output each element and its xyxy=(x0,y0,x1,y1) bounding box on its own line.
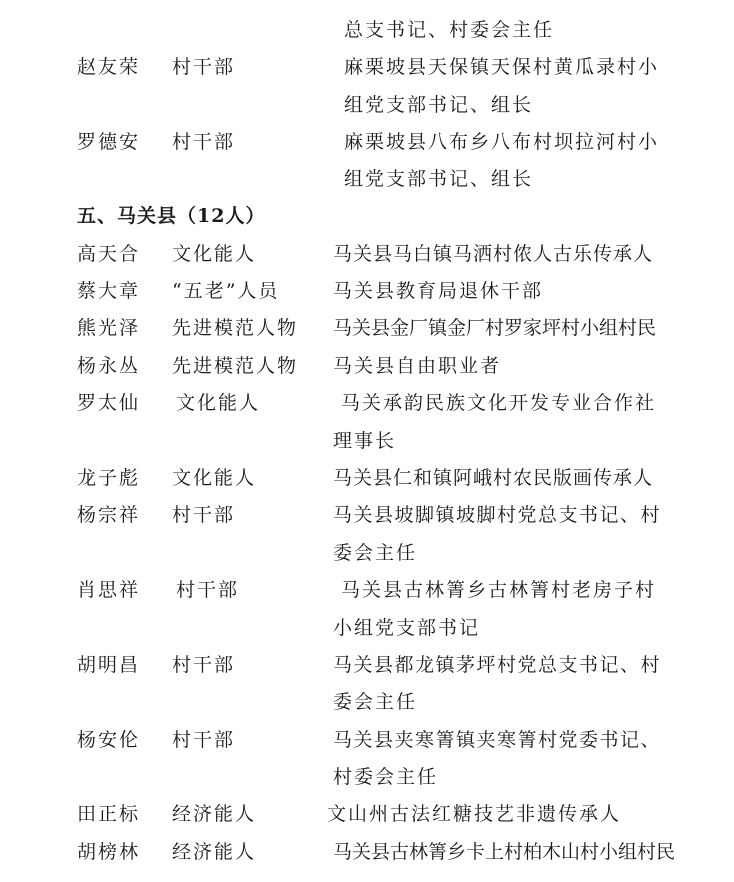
row-category: 先进模范人物 xyxy=(172,355,299,377)
row-category: 经济能人 xyxy=(172,803,257,825)
prev-row-category: 村干部 xyxy=(172,56,236,78)
row-desc-line: 委会主任 xyxy=(333,691,418,713)
row-desc-line: 马关县马白镇马洒村侬人古乐传承人 xyxy=(333,243,654,265)
section-heading: 五、马关县（12人） xyxy=(77,205,266,227)
row-category: 文化能人 xyxy=(172,467,257,489)
row-name: 罗太仙 xyxy=(77,392,141,414)
row-category: 文化能人 xyxy=(172,243,257,265)
row-desc-line: 马关县自由职业者 xyxy=(333,355,502,377)
prev-row-desc-line: 麻栗坡县八布乡八布村坝拉河村小 xyxy=(344,131,660,153)
row-name: 肖思祥 xyxy=(77,579,141,601)
row-category: 村干部 xyxy=(172,504,236,526)
row-desc-line: 马关承韵民族文化开发专业合作社 xyxy=(341,392,657,414)
row-desc-line: 马关县夹寒箐镇夹寒箐村党委书记、 xyxy=(333,729,662,751)
row-desc-line: 马关县古林箐乡古林箐村老房子村 xyxy=(341,579,657,601)
row-category: 村干部 xyxy=(172,654,236,676)
row-desc-line: 村委会主任 xyxy=(333,766,439,788)
row-category: 村干部 xyxy=(176,579,240,601)
row-name: 杨永丛 xyxy=(77,355,141,377)
prev-row-desc-line: 麻栗坡县天保镇天保村黄瓜录村小 xyxy=(344,56,660,78)
row-name: 熊光泽 xyxy=(77,317,141,339)
row-name: 龙子彪 xyxy=(77,467,141,489)
prev-row-desc-line: 组党支部书记、组长 xyxy=(344,168,534,190)
row-category: “五老”人员 xyxy=(172,280,280,302)
row-desc-line: 小组党支部书记 xyxy=(333,617,481,639)
row-name: 田正标 xyxy=(77,803,141,825)
row-category: 先进模范人物 xyxy=(172,317,299,339)
row-name: 胡榜林 xyxy=(77,841,141,863)
row-desc-line: 马关县坡脚镇坡脚村党总支书记、村 xyxy=(333,504,662,526)
prev-continuation-line: 总支书记、村委会主任 xyxy=(344,19,555,41)
row-desc-line: 马关县古林箐乡卡上村柏木山村小组村民 xyxy=(333,841,676,863)
prev-row-name: 赵友荣 xyxy=(77,56,141,78)
prev-row-category: 村干部 xyxy=(172,131,236,153)
row-name: 高天合 xyxy=(77,243,141,265)
row-desc-line: 委会主任 xyxy=(333,542,418,564)
row-desc-line: 理事长 xyxy=(333,430,397,452)
prev-row-name: 罗德安 xyxy=(77,131,141,153)
row-desc-line: 马关县都龙镇茅坪村党总支书记、村 xyxy=(333,654,662,676)
row-name: 杨安伦 xyxy=(77,729,141,751)
row-name: 杨宗祥 xyxy=(77,504,141,526)
row-category: 村干部 xyxy=(172,729,236,751)
row-category: 经济能人 xyxy=(172,841,257,863)
row-name: 胡明昌 xyxy=(77,654,141,676)
row-desc-line: 马关县仁和镇阿峨村农民版画传承人 xyxy=(333,467,654,489)
row-desc-line: 马关县教育局退休干部 xyxy=(333,280,544,302)
prev-row-desc-line: 组党支部书记、组长 xyxy=(344,94,534,116)
row-name: 蔡大章 xyxy=(77,280,141,302)
row-desc-line: 文山州古法红糖技艺非遗传承人 xyxy=(327,803,622,825)
row-category: 文化能人 xyxy=(176,392,261,414)
row-desc-line: 马关县金厂镇金厂村罗家坪村小组村民 xyxy=(333,317,657,339)
